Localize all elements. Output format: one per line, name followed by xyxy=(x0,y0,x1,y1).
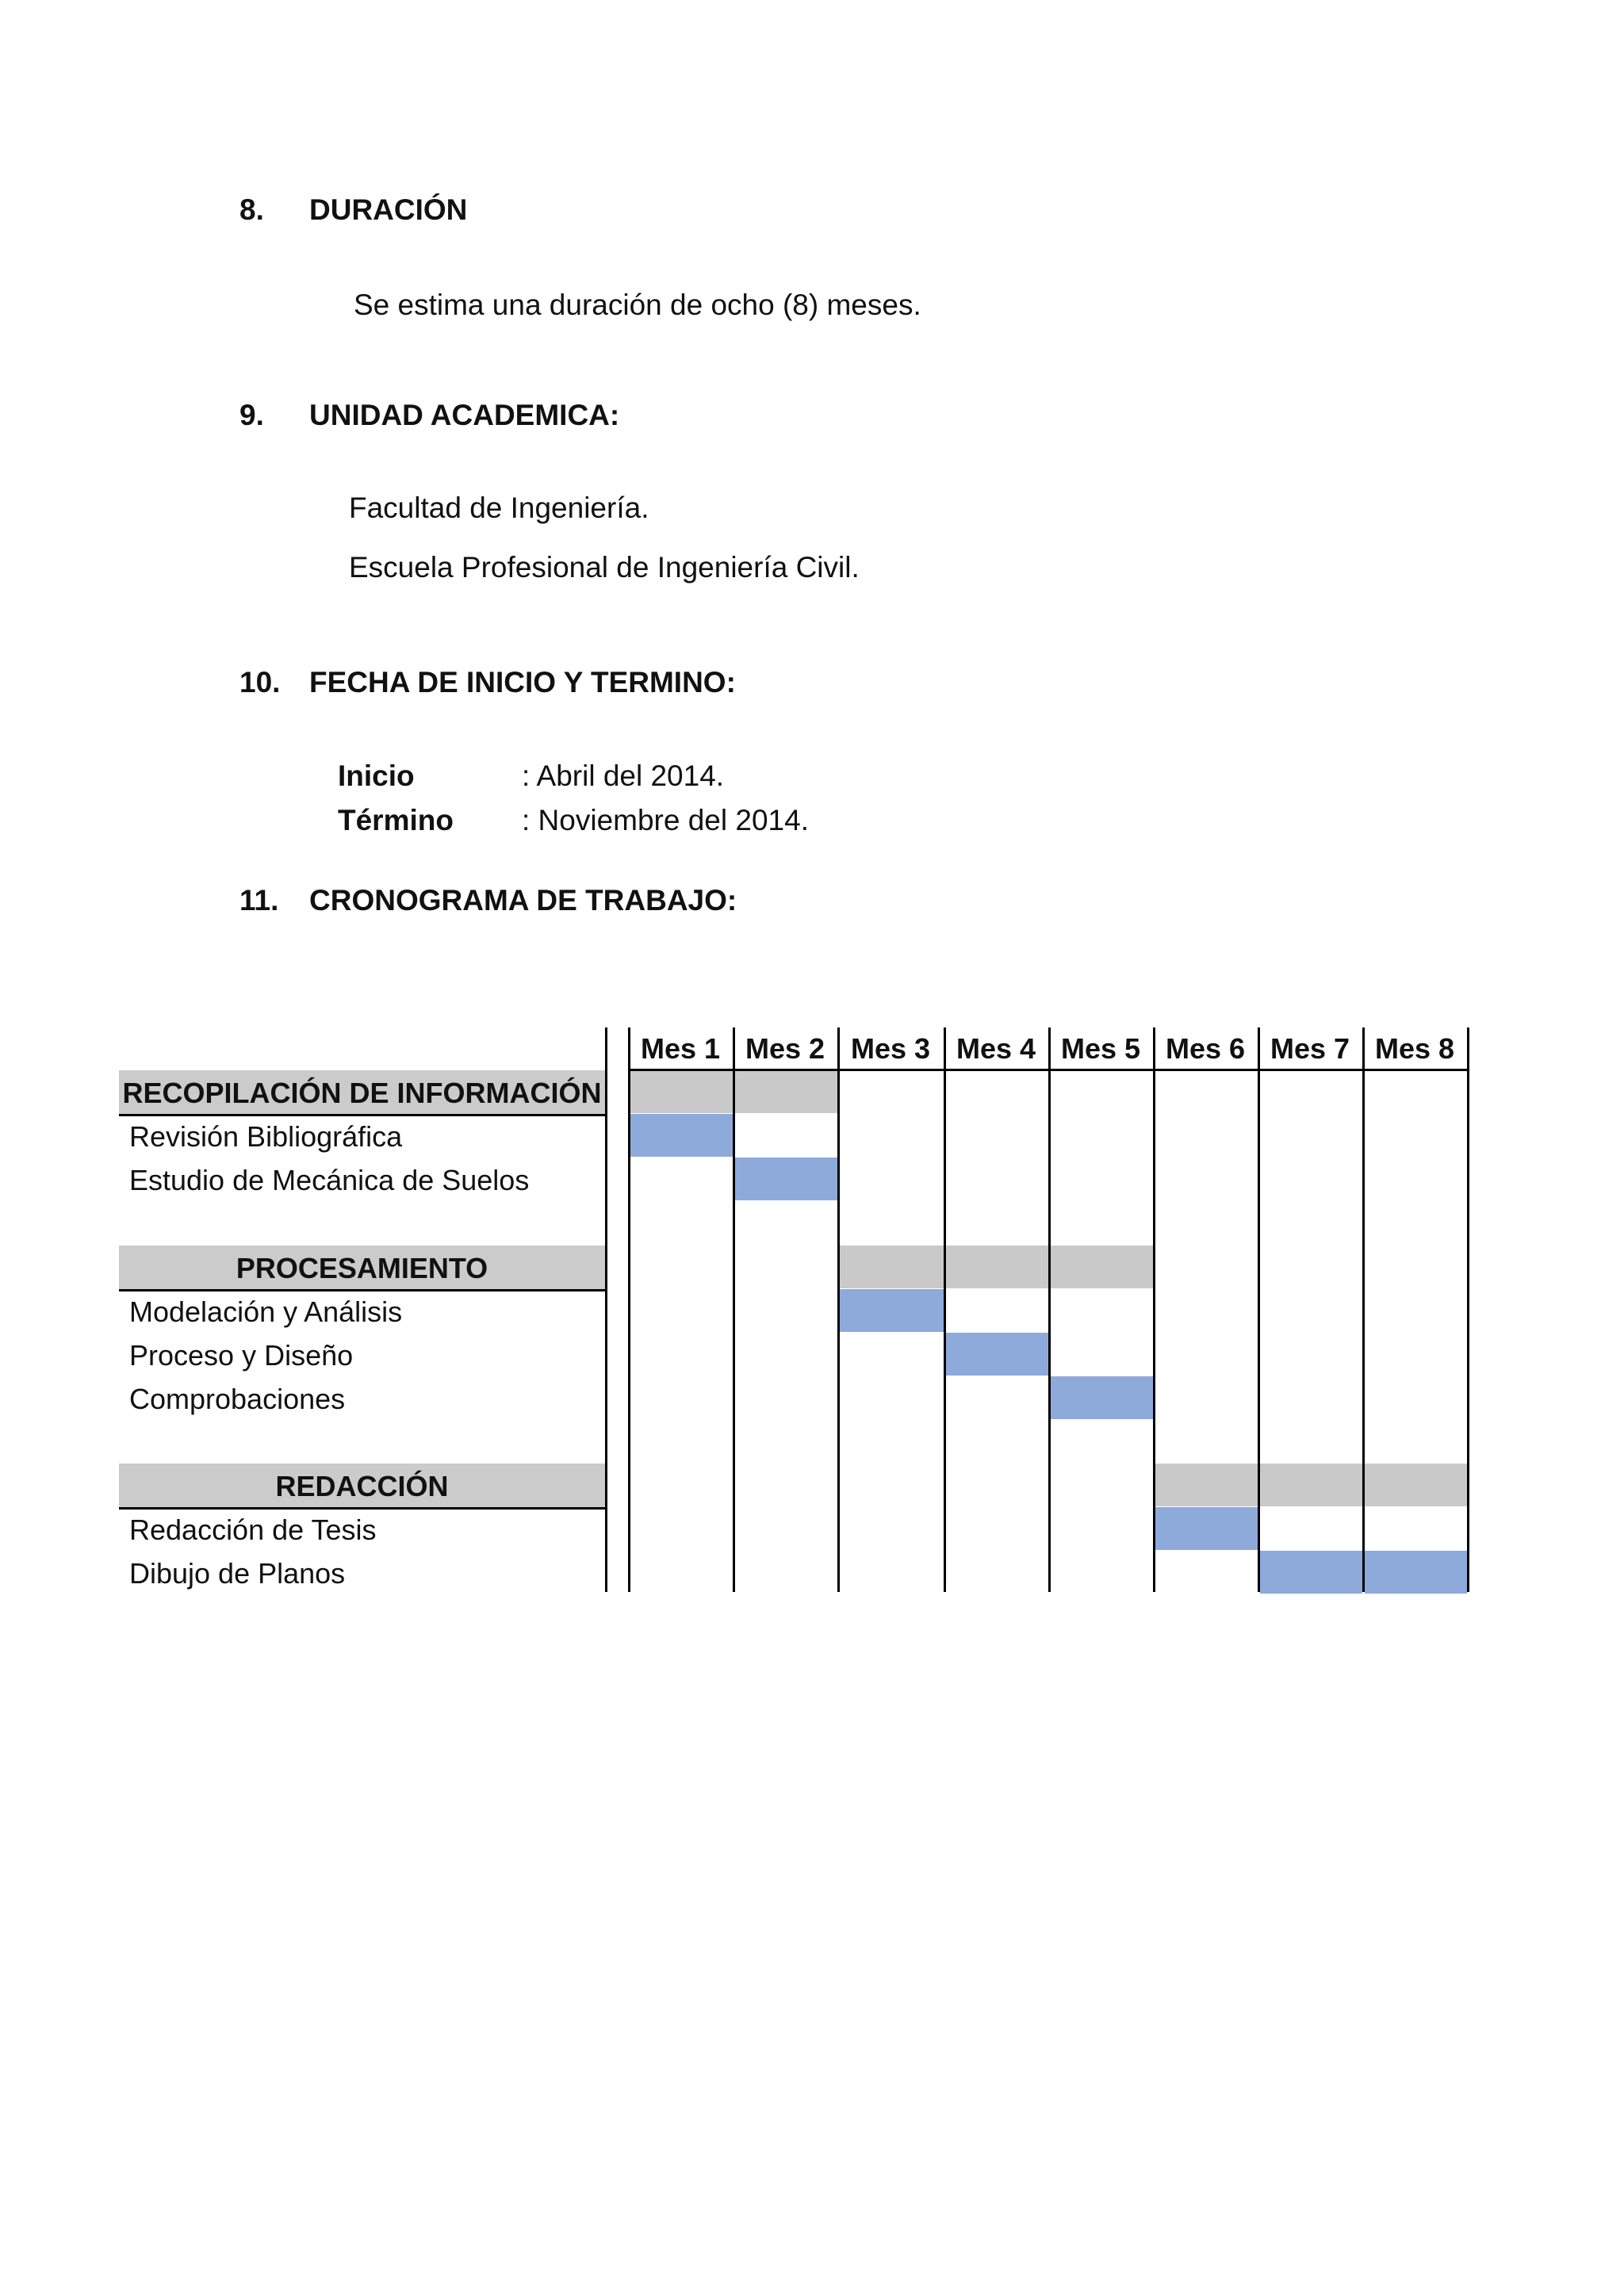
task-label: Revisión Bibliográfica xyxy=(129,1120,403,1153)
month-column-border xyxy=(1362,1027,1365,1592)
start-label: Inicio xyxy=(338,760,415,792)
task-bar-cell xyxy=(840,1289,944,1332)
section-title-duracion: DURACIÓN xyxy=(309,193,468,226)
month-column-border xyxy=(1153,1027,1155,1592)
group-bar-cell xyxy=(946,1246,1048,1288)
month-column-border xyxy=(1258,1027,1260,1592)
faculty-text: Facultad de Ingeniería. xyxy=(349,492,649,524)
task-bar-cell xyxy=(735,1158,837,1200)
section-number-8: 8. xyxy=(239,193,264,226)
group-bar-cell xyxy=(735,1070,837,1113)
task-label: Comprobaciones xyxy=(129,1383,346,1415)
task-label: Proceso y Diseño xyxy=(129,1339,354,1372)
end-value: : Noviembre del 2014. xyxy=(522,804,809,836)
month-column-border xyxy=(944,1027,946,1592)
group-header: REDACCIÓN xyxy=(119,1464,605,1510)
section-title-unidad: UNIDAD ACADEMICA: xyxy=(309,399,620,431)
section-number-11: 11. xyxy=(239,884,279,916)
task-bar-cell xyxy=(1155,1507,1258,1550)
group-bar-cell xyxy=(840,1246,944,1288)
task-label: Estudio de Mecánica de Suelos xyxy=(129,1164,530,1196)
month-header: Mes 4 xyxy=(956,1032,1036,1065)
duration-text: Se estima una duración de ocho (8) meses. xyxy=(354,289,921,321)
month-header: Mes 5 xyxy=(1060,1032,1141,1065)
section-title-cronograma: CRONOGRAMA DE TRABAJO: xyxy=(309,884,737,916)
group-bar-cell xyxy=(1155,1464,1258,1506)
month-header: Mes 7 xyxy=(1270,1032,1350,1065)
task-bar-cell xyxy=(946,1333,1048,1376)
group-header: RECOPILACIÓN DE INFORMACIÓN xyxy=(119,1070,605,1116)
task-bar-cell xyxy=(1365,1551,1467,1594)
task-bar-cell xyxy=(1260,1551,1362,1594)
group-bar-cell xyxy=(1051,1246,1153,1288)
month-header: Mes 8 xyxy=(1374,1032,1455,1065)
section-number-10: 10. xyxy=(239,666,281,698)
month-column-border xyxy=(1048,1027,1051,1592)
end-label: Término xyxy=(338,804,454,836)
group-header: PROCESAMIENTO xyxy=(119,1246,605,1292)
month-header-underline xyxy=(628,1069,1469,1071)
school-text: Escuela Profesional de Ingeniería Civil. xyxy=(349,551,860,584)
task-label: Redacción de Tesis xyxy=(129,1513,377,1546)
section-title-fecha: FECHA DE INICIO Y TERMINO: xyxy=(309,666,736,698)
task-bar-cell xyxy=(630,1114,733,1157)
label-column-border xyxy=(605,1027,607,1592)
group-bar-cell xyxy=(1365,1464,1467,1506)
month-header: Mes 6 xyxy=(1165,1032,1246,1065)
group-bar-cell xyxy=(630,1070,733,1113)
month-column-border xyxy=(733,1027,735,1592)
month-column-border xyxy=(628,1027,630,1592)
section-number-9: 9. xyxy=(239,399,264,431)
month-header: Mes 1 xyxy=(640,1032,721,1065)
task-label: Modelación y Análisis xyxy=(129,1295,403,1328)
month-column-border xyxy=(1467,1027,1469,1592)
task-bar-cell xyxy=(1051,1376,1153,1419)
month-header: Mes 2 xyxy=(745,1032,825,1065)
month-header: Mes 3 xyxy=(850,1032,931,1065)
group-bar-cell xyxy=(1260,1464,1362,1506)
month-column-border xyxy=(837,1027,840,1592)
start-value: : Abril del 2014. xyxy=(522,760,725,792)
task-label: Dibujo de Planos xyxy=(129,1557,346,1590)
